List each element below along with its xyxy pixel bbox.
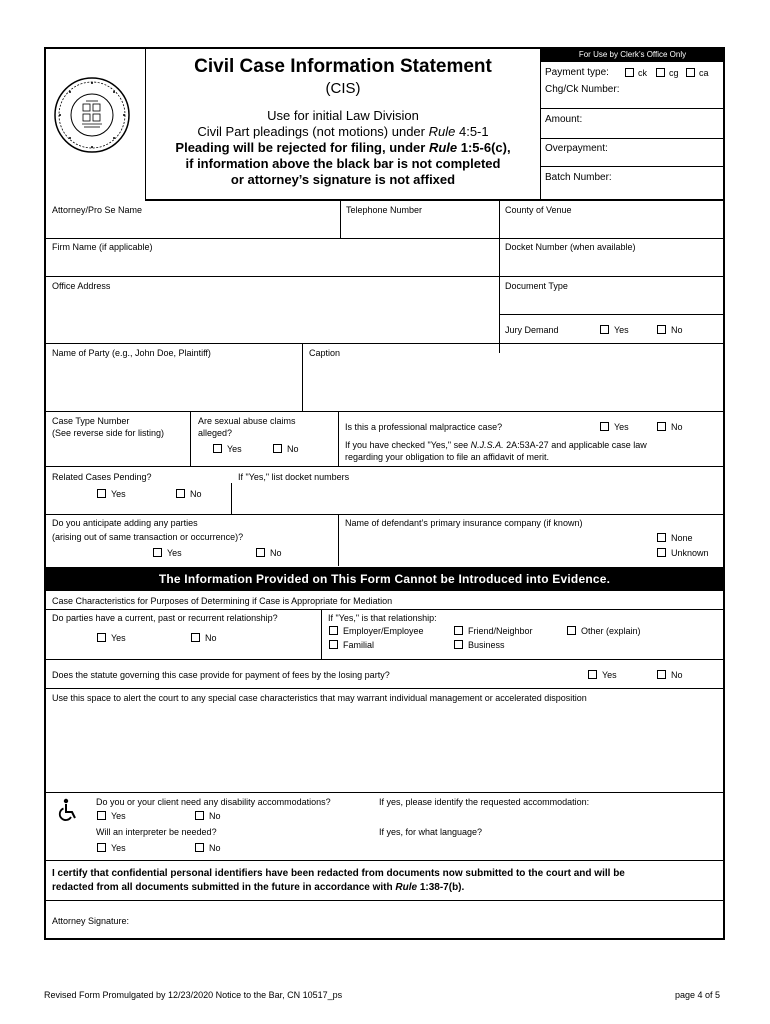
familial-label: Familial <box>343 640 375 650</box>
divider <box>541 166 725 167</box>
interpreter-no-checkbox[interactable] <box>195 843 204 852</box>
payment-ck-label: ck <box>638 68 647 78</box>
certification-line-2: redacted from all documents submitted in the future in accordance with Rule 1:38-7(b). <box>52 882 465 893</box>
payment-type-label: Payment type: <box>545 67 609 78</box>
divider <box>44 688 725 689</box>
payment-cg-label: cg <box>669 68 679 78</box>
chg-ck-number-label: Chg/Ck Number: <box>545 84 620 95</box>
divider <box>541 108 725 109</box>
evidence-bar: The Information Provided on This Form Cannot be Introduced into Evidence. <box>44 567 725 591</box>
adding-parties-no-label: No <box>270 548 282 558</box>
divider <box>44 466 725 467</box>
insurance-unknown-label: Unknown <box>671 548 709 558</box>
business-checkbox[interactable] <box>454 640 463 649</box>
insurance-label: Name of defendant’s primary insurance company (if known) <box>345 518 583 528</box>
adding-parties-yes-label: Yes <box>167 548 182 558</box>
divider <box>231 483 232 514</box>
name-of-party-label: Name of Party (e.g., John Doe, Plaintiff) <box>52 348 211 358</box>
fees-question: Does the statute governing this case provide for payment of fees by the losing party? <box>52 670 390 680</box>
interpreter-yes-label: Yes <box>111 843 126 853</box>
divider <box>44 609 725 610</box>
payment-ck-checkbox[interactable] <box>625 68 634 77</box>
form-subtitle: (CIS) <box>325 80 361 97</box>
related-yes-label: Yes <box>111 489 126 499</box>
document-type-label: Document Type <box>505 281 568 291</box>
relationship-no-label: No <box>205 633 217 643</box>
related-no-checkbox[interactable] <box>176 489 185 498</box>
friend-label: Friend/Neighbor <box>468 626 533 636</box>
relationship-type-label: If "Yes," is that relationship: <box>328 613 437 623</box>
sexual-abuse-label: Are sexual abuse claims <box>198 416 296 426</box>
interpreter-yes-checkbox[interactable] <box>97 843 106 852</box>
docket-number-label: Docket Number (when available) <box>505 242 636 252</box>
sexual-abuse-no-checkbox[interactable] <box>273 444 282 453</box>
wheelchair-icon <box>58 798 80 822</box>
clerk-banner: For Use by Clerk’s Office Only <box>541 48 724 62</box>
jury-yes-checkbox[interactable] <box>600 325 609 334</box>
malpractice-note-1: If you have checked "Yes," see N.J.S.A. 2A:53A-27 and applicable case law <box>345 440 647 450</box>
malpractice-no-label: No <box>671 422 683 432</box>
malpractice-yes-label: Yes <box>614 422 629 432</box>
attorney-signature-label: Attorney Signature: <box>52 916 130 926</box>
divider <box>44 514 725 515</box>
disability-question: Do you or your client need any disability accommodations? <box>96 797 331 807</box>
divider <box>190 411 191 466</box>
divider <box>44 238 725 239</box>
rejection-warning-2: if information above the black bar is not completed <box>185 156 501 171</box>
payment-ca-label: ca <box>699 68 709 78</box>
adding-parties-label-2: (arising out of same transaction or occurrence)? <box>52 532 244 542</box>
sexual-abuse-yes-label: Yes <box>227 444 242 454</box>
sexual-abuse-no-label: No <box>287 444 299 454</box>
rejection-warning-1: Pleading will be rejected for filing, under Rule 1:5-6(c), <box>175 140 511 155</box>
amount-label: Amount: <box>545 114 583 125</box>
employer-checkbox[interactable] <box>329 626 338 635</box>
adding-parties-label: Do you anticipate adding any parties <box>52 518 198 528</box>
divider <box>44 792 725 793</box>
rejection-warning-3: or attorney’s signature is not affixed <box>230 172 456 187</box>
divider <box>145 199 725 201</box>
language-label: If yes, for what language? <box>379 827 483 837</box>
divider <box>44 900 725 901</box>
malpractice-note-2: regarding your obligation to file an affidavit of merit. <box>345 452 549 462</box>
attorney-name-label: Attorney/Pro Se Name <box>52 205 143 215</box>
disability-yes-label: Yes <box>111 811 126 821</box>
payment-ca-checkbox[interactable] <box>686 68 695 77</box>
insurance-unknown-checkbox[interactable] <box>657 548 666 557</box>
batch-number-label: Batch Number: <box>545 172 612 183</box>
payment-cg-checkbox[interactable] <box>656 68 665 77</box>
attorney-signature-field[interactable] <box>140 906 720 936</box>
disability-no-label: No <box>209 811 221 821</box>
sexual-abuse-yes-checkbox[interactable] <box>213 444 222 453</box>
divider <box>321 609 322 659</box>
overpayment-label: Overpayment: <box>545 143 608 154</box>
business-label: Business <box>468 640 505 650</box>
employer-label: Employer/Employee <box>343 626 424 636</box>
firm-name-label: Firm Name (if applicable) <box>52 242 153 252</box>
certification-line-1: I certify that confidential personal identifiers have been redacted from documents now submitted to the court and will be <box>52 868 625 879</box>
adding-parties-yes-checkbox[interactable] <box>153 548 162 557</box>
footer-revision: Revised Form Promulgated by 12/23/2020 Notice to the Bar, CN 10517_ps <box>44 990 343 1000</box>
familial-checkbox[interactable] <box>329 640 338 649</box>
malpractice-yes-checkbox[interactable] <box>600 422 609 431</box>
relationship-yes-label: Yes <box>111 633 126 643</box>
accommodation-label: If yes, please identify the requested accommodation: <box>379 797 590 807</box>
special-characteristics-area[interactable] <box>46 706 723 790</box>
divider <box>44 860 725 861</box>
fees-yes-label: Yes <box>602 670 617 680</box>
jury-no-label: No <box>671 325 683 335</box>
divider <box>340 199 341 238</box>
sexual-abuse-label-2: alleged? <box>198 428 233 438</box>
divider <box>499 314 725 315</box>
malpractice-label: Is this a professional malpractice case? <box>345 422 503 432</box>
jury-demand-label: Jury Demand <box>505 325 559 335</box>
disability-yes-checkbox[interactable] <box>97 811 106 820</box>
jury-no-checkbox[interactable] <box>657 325 666 334</box>
other-relationship-checkbox[interactable] <box>567 626 576 635</box>
relationship-yes-checkbox[interactable] <box>97 633 106 642</box>
jury-yes-label: Yes <box>614 325 629 335</box>
related-no-label: No <box>190 489 202 499</box>
footer-page-number: page 4 of 5 <box>675 990 721 1000</box>
fees-no-checkbox[interactable] <box>657 670 666 679</box>
telephone-label: Telephone Number <box>346 205 423 215</box>
court-seal-icon <box>52 75 132 155</box>
divider <box>44 659 725 660</box>
caption-label: Caption <box>309 348 341 358</box>
relationship-question: Do parties have a current, past or recurrent relationship? <box>52 613 278 623</box>
related-docket-label: If "Yes," list docket numbers <box>238 472 350 482</box>
divider <box>338 411 339 466</box>
disability-no-checkbox[interactable] <box>195 811 204 820</box>
mediation-heading: Case Characteristics for Purposes of Determining if Case is Appropriate for Mediation <box>52 596 393 606</box>
insurance-none-checkbox[interactable] <box>657 533 666 542</box>
friend-checkbox[interactable] <box>454 626 463 635</box>
county-label: County of Venue <box>505 205 572 215</box>
other-relationship-label: Other (explain) <box>581 626 641 636</box>
adding-parties-no-checkbox[interactable] <box>256 548 265 557</box>
case-type-note: (See reverse side for listing) <box>52 428 165 438</box>
divider <box>44 343 725 344</box>
case-type-label: Case Type Number <box>52 416 130 426</box>
fees-no-label: No <box>671 670 683 680</box>
fees-yes-checkbox[interactable] <box>588 670 597 679</box>
related-yes-checkbox[interactable] <box>97 489 106 498</box>
form-title: Civil Case Information Statement <box>194 56 492 77</box>
divider <box>302 343 303 411</box>
related-cases-label: Related Cases Pending? <box>52 472 152 482</box>
divider <box>44 411 725 412</box>
header-line-2: Civil Part pleadings (not motions) under Rule 4:5-1 <box>197 124 489 139</box>
interpreter-question: Will an interpreter be needed? <box>96 827 217 837</box>
divider <box>540 47 541 199</box>
divider <box>44 276 725 277</box>
office-address-label: Office Address <box>52 281 111 291</box>
header-line-1: Use for initial Law Division <box>267 108 419 123</box>
divider <box>541 138 725 139</box>
interpreter-no-label: No <box>209 843 221 853</box>
relationship-no-checkbox[interactable] <box>191 633 200 642</box>
divider <box>338 514 339 566</box>
special-characteristics-label: Use this space to alert the court to any special case characteristics that may warrant individual management or accelerated disposition <box>52 693 587 703</box>
insurance-none-label: None <box>671 533 693 543</box>
malpractice-no-checkbox[interactable] <box>657 422 666 431</box>
